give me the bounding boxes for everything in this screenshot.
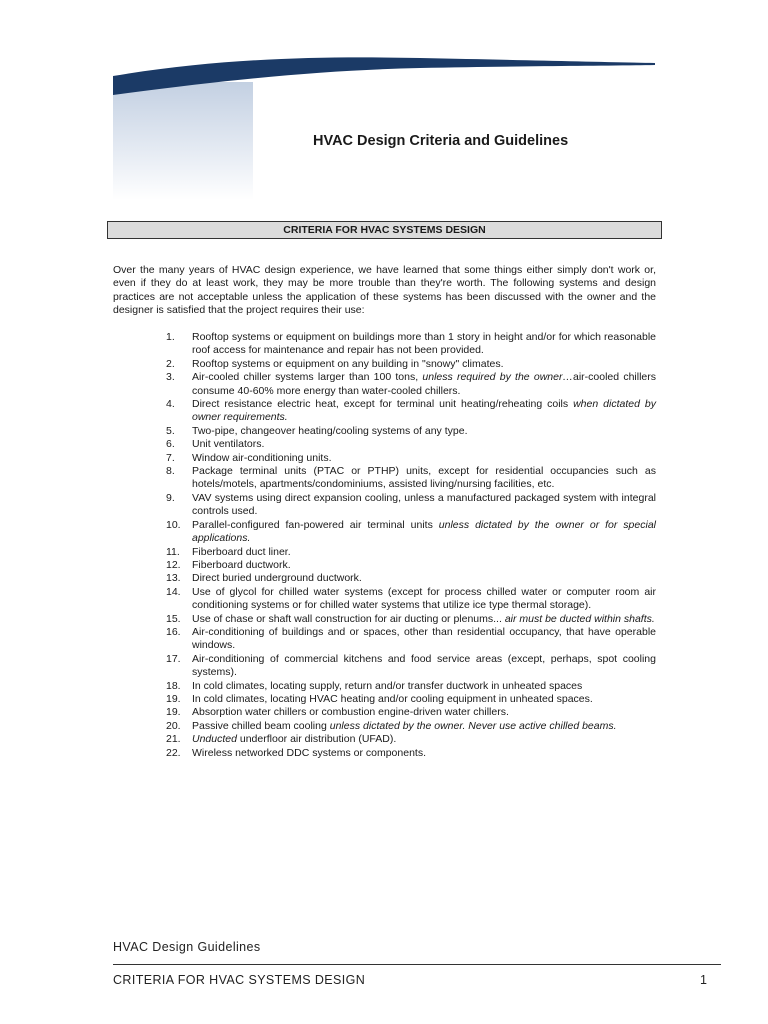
list-item-number: 6.: [166, 438, 175, 451]
list-item-text: Fiberboard duct liner.: [192, 545, 291, 558]
list-item-text: Package terminal units (PTAC or PTHP) units, except for residential occupancies such as hotels/motels, apartments/condominiums, assisted living/nursing facilities, etc.: [192, 465, 656, 491]
list-item-text: Wireless networked DDC systems or components.: [192, 746, 426, 759]
list-item-text: Two-pipe, changeover heating/cooling systems of any type.: [192, 424, 468, 437]
header-banner: [0, 0, 768, 200]
list-item-number: 10.: [166, 518, 181, 531]
list-item-number: 17.: [166, 652, 181, 665]
list-item: [166, 653, 656, 680]
list-item-text: VAV systems using direct expansion cooling, unless a manufactured packaged system with integral controls used.: [192, 491, 656, 518]
list-item-text: Air-cooled chiller systems larger than 100 tons,: [192, 371, 423, 384]
list-item: [166, 733, 656, 746]
list-item-number: 3.: [166, 371, 175, 384]
page-number: 1: [700, 973, 707, 987]
list-item-text: Rooftop systems or equipment on buildings more than 1 story in height and/or for which reasonable roof access for maintenance and repair has not been provided.: [192, 331, 656, 357]
list-item-number: 21.: [166, 733, 181, 746]
list-item-text: In cold climates, locating HVAC heating and/or cooling equipment in unheated spaces.: [192, 692, 593, 705]
intro-paragraph: Over the many years of HVAC design experience, we have learned that some things either simply don't work or, even if they do at least work, they may be more trouble than they're worth. The following systems and design practices are not acceptable unless the application of these systems has been discussed with the owner and the designer is satisfied that the project requires their use:: [113, 264, 656, 317]
list-item: [166, 425, 656, 438]
list-item-number: 20.: [166, 719, 181, 732]
banner-gradient-panel: [113, 82, 253, 200]
list-item-number: 13.: [166, 572, 181, 585]
document-title: HVAC Design Criteria and Guidelines: [313, 133, 569, 149]
list-item-number: 2.: [166, 357, 175, 370]
list-item: [166, 680, 656, 693]
list-item-text: Direct resistance electric heat, except for terminal unit heating/reheating coils: [192, 398, 574, 411]
list-item: [166, 747, 656, 760]
list-item-number: 15.: [166, 612, 181, 625]
footer-section-label: CRITERIA FOR HVAC SYSTEMS DESIGN: [113, 973, 366, 987]
list-item-number: 8.: [166, 465, 175, 478]
list-item: [166, 706, 656, 719]
list-item-text: Use of glycol for chilled water systems (except for process chilled water or computer room air conditioning systems or for chilled water systems that utilize ice type thermal storage).: [192, 585, 656, 612]
list-item-text: Air-conditioning of commercial kitchens and food service areas (except, perhaps, spot cooling systems).: [192, 652, 656, 679]
list-item-number: 22.: [166, 746, 181, 759]
list-item-number: 9.: [166, 491, 175, 504]
list-item-number: 18.: [166, 679, 181, 692]
list-item-text: Rooftop systems or equipment on any building in "snowy" climates.: [192, 357, 504, 370]
list-item-number: 16.: [166, 625, 181, 638]
list-item-number: 12.: [166, 558, 181, 571]
list-item-emphasis: unless required by the owner…: [422, 371, 573, 384]
criteria-list: [166, 331, 656, 760]
list-item-text: In cold climates, locating supply, return and/or transfer ductwork in unheated spaces: [192, 679, 583, 692]
list-item: [166, 492, 656, 519]
list-item: [166, 720, 656, 733]
list-item-text: Parallel-configured fan-powered air terminal units: [192, 518, 439, 531]
list-item: [166, 465, 656, 492]
list-item-emphasis: air must be ducted within shafts.: [504, 612, 655, 625]
list-item: [166, 572, 656, 585]
list-item-number: 14.: [166, 585, 181, 598]
section-heading: CRITERIA FOR HVAC SYSTEMS DESIGN: [107, 221, 662, 239]
list-item-text: Fiberboard ductwork.: [192, 558, 291, 571]
list-item-number: 4.: [166, 398, 175, 411]
list-item: [166, 693, 656, 706]
list-item-emphasis: when dictated by owner requirements.: [192, 398, 656, 424]
list-item: [166, 626, 656, 653]
list-item-text: Direct buried underground ductwork.: [192, 572, 362, 585]
list-item-number: 5.: [166, 424, 175, 437]
list-item: [166, 438, 656, 451]
list-item-text: Window air-conditioning units.: [192, 451, 332, 464]
footer-title: HVAC Design Guidelines: [113, 940, 261, 954]
list-item-text: air-cooled chillers consume 40-60% more energy than water-cooled chillers.: [192, 371, 656, 397]
list-item: [166, 398, 656, 425]
list-item-number: 1.: [166, 331, 175, 343]
list-item-text: Unit ventilators.: [192, 438, 265, 451]
list-item-number: 19.: [166, 706, 181, 719]
list-item-number: 11.: [166, 545, 180, 558]
list-item-emphasis: Unducted: [192, 733, 237, 746]
list-item-text: Absorption water chillers or combustion engine-driven water chillers.: [192, 706, 509, 719]
list-item-number: 7.: [166, 451, 175, 464]
list-item-text: Passive chilled beam cooling: [192, 719, 330, 732]
list-item: [166, 452, 656, 465]
list-item-emphasis: unless dictated by the owner. Never use active chilled beams.: [329, 719, 617, 732]
list-item-text: Air-conditioning of buildings and or spaces, other than residential occupancy, that have operable windows.: [192, 625, 656, 652]
list-item: [166, 559, 656, 572]
list-item: [166, 371, 656, 398]
footer-divider: [113, 964, 721, 965]
list-item-number: 19.: [166, 692, 181, 705]
list-item: [166, 546, 656, 559]
list-item-text: Use of chase or shaft wall construction for air ducting or plenums...: [192, 612, 505, 625]
list-item: [166, 519, 656, 546]
list-item: [166, 331, 656, 358]
list-item: [166, 586, 656, 613]
list-item: [166, 613, 656, 626]
list-item-emphasis: unless dictated by the owner or for special applications.: [192, 518, 656, 545]
list-item-text: underfloor air distribution (UFAD).: [236, 733, 397, 746]
list-item: [166, 358, 656, 371]
